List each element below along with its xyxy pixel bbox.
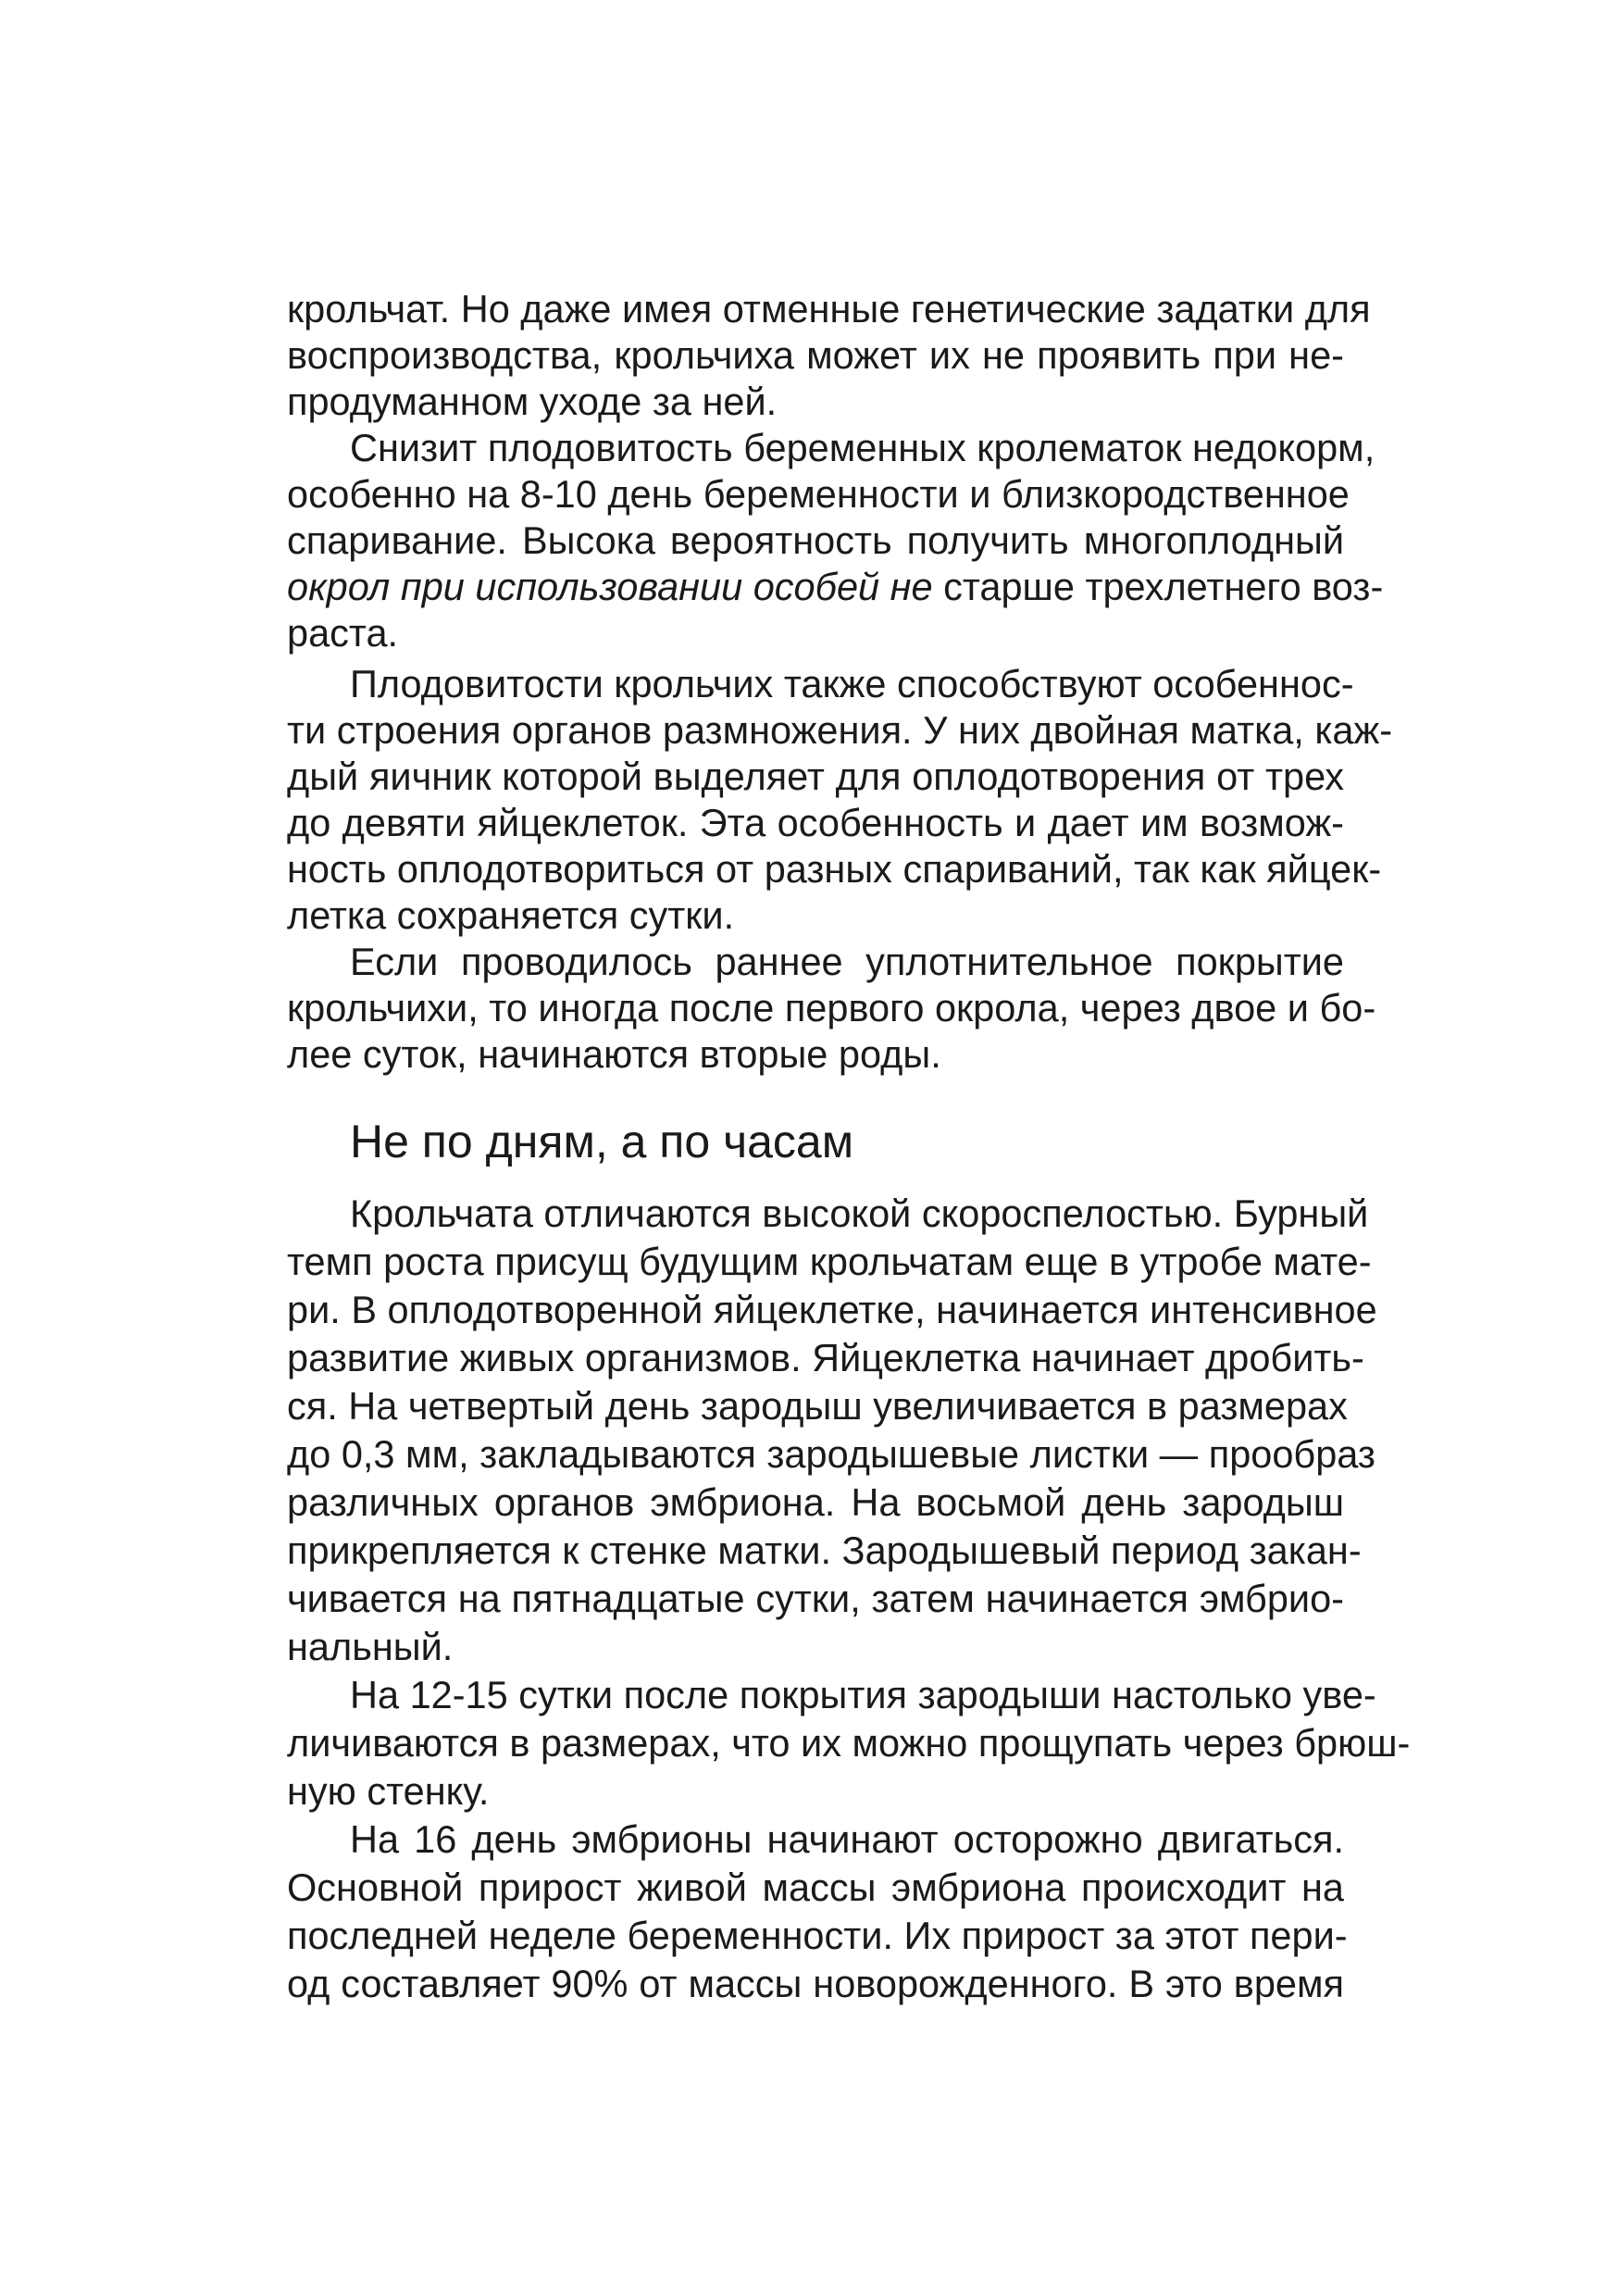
text-line: спаривание. Высока вероятность получить многоплодный (287, 518, 1344, 562)
text-line: до девяти яйцеклеток. Эта особенность и дает им возмож- (287, 801, 1344, 844)
text-line: чивается на пятнадцатые сутки, затем начинается эмбрио- (287, 1577, 1344, 1620)
text-line: ную стенку. (287, 1769, 490, 1813)
paragraph-first-line: На 12-15 сутки после покрытия зародыши настолько уве- (350, 1673, 1376, 1716)
text-line: развитие живых организмов. Яйцеклетка начинает дробить- (287, 1336, 1364, 1379)
italic-text: окрол при использовании особей не (287, 565, 933, 608)
text-line: крольчат. Но даже имея отменные генетические задатки для (287, 287, 1371, 331)
text-line: од составляет 90% от массы новорожденного. В это время (287, 1962, 1344, 2005)
text-line: летка сохраняется сутки. (287, 893, 735, 937)
paragraph-first-line: Крольчата отличаются высокой скороспелостью. Бурный (350, 1192, 1369, 1235)
text-line: ти строения органов размножения. У них двойная матка, каж- (287, 708, 1393, 752)
text-line: ность оплодотвориться от разных спариваний, так как яйцек- (287, 847, 1382, 891)
text-line: Основной прирост живой массы эмбриона происходит на (287, 1866, 1344, 1909)
paragraph-first-line: Снизит плодовитость беременных кролематок недокорм, (350, 426, 1375, 469)
text-line: последней неделе беременности. Их прирост за этот пери- (287, 1914, 1348, 1957)
text-line: продуманном уходе за ней. (287, 380, 778, 423)
text-line: до 0,3 мм, закладываются зародышевые листки — прообраз (287, 1432, 1375, 1476)
paragraph-first-line: Если проводилось раннее уплотнительное покрытие (350, 940, 1344, 983)
text-line: раста. (287, 611, 399, 655)
text-line: лее суток, начинаются вторые роды. (287, 1032, 941, 1076)
text-line: прикрепляется к стенке матки. Зародышевый период закан- (287, 1529, 1362, 1572)
text-line: ри. В оплодотворенной яйцеклетке, начинается интенсивное (287, 1288, 1377, 1331)
text-line: темп роста присущ будущим крольчатам еще в утробе мате- (287, 1240, 1372, 1283)
text-line: воспроизводства, крольчиха может их не проявить при не- (287, 333, 1344, 377)
text-line: ся. На четвертый день зародыш увеличивается в размерах (287, 1384, 1348, 1428)
text-line: крольчихи, то иногда после первого окрола, через двое и бо- (287, 986, 1376, 1029)
text-line: личиваются в размерах, что их можно прощупать через брюш- (287, 1721, 1411, 1765)
text-line: различных органов эмбриона. На восьмой день зародыш (287, 1480, 1344, 1524)
text-line: нальный. (287, 1625, 454, 1668)
section-heading: Не по дням, а по часам (350, 1116, 854, 1167)
text-line-mixed (287, 563, 1384, 611)
paragraph-first-line: На 16 день эмбрионы начинают осторожно двигаться. (350, 1817, 1344, 1861)
regular-text: старше трехлетнего воз- (943, 565, 1384, 608)
text-line: особенно на 8-10 день беременности и близкородственное (287, 472, 1350, 516)
text-line: дый яичник которой выделяет для оплодотворения от трех (287, 755, 1344, 798)
paragraph-first-line: Плодовитости крольчих также способствуют особеннос- (350, 662, 1354, 705)
